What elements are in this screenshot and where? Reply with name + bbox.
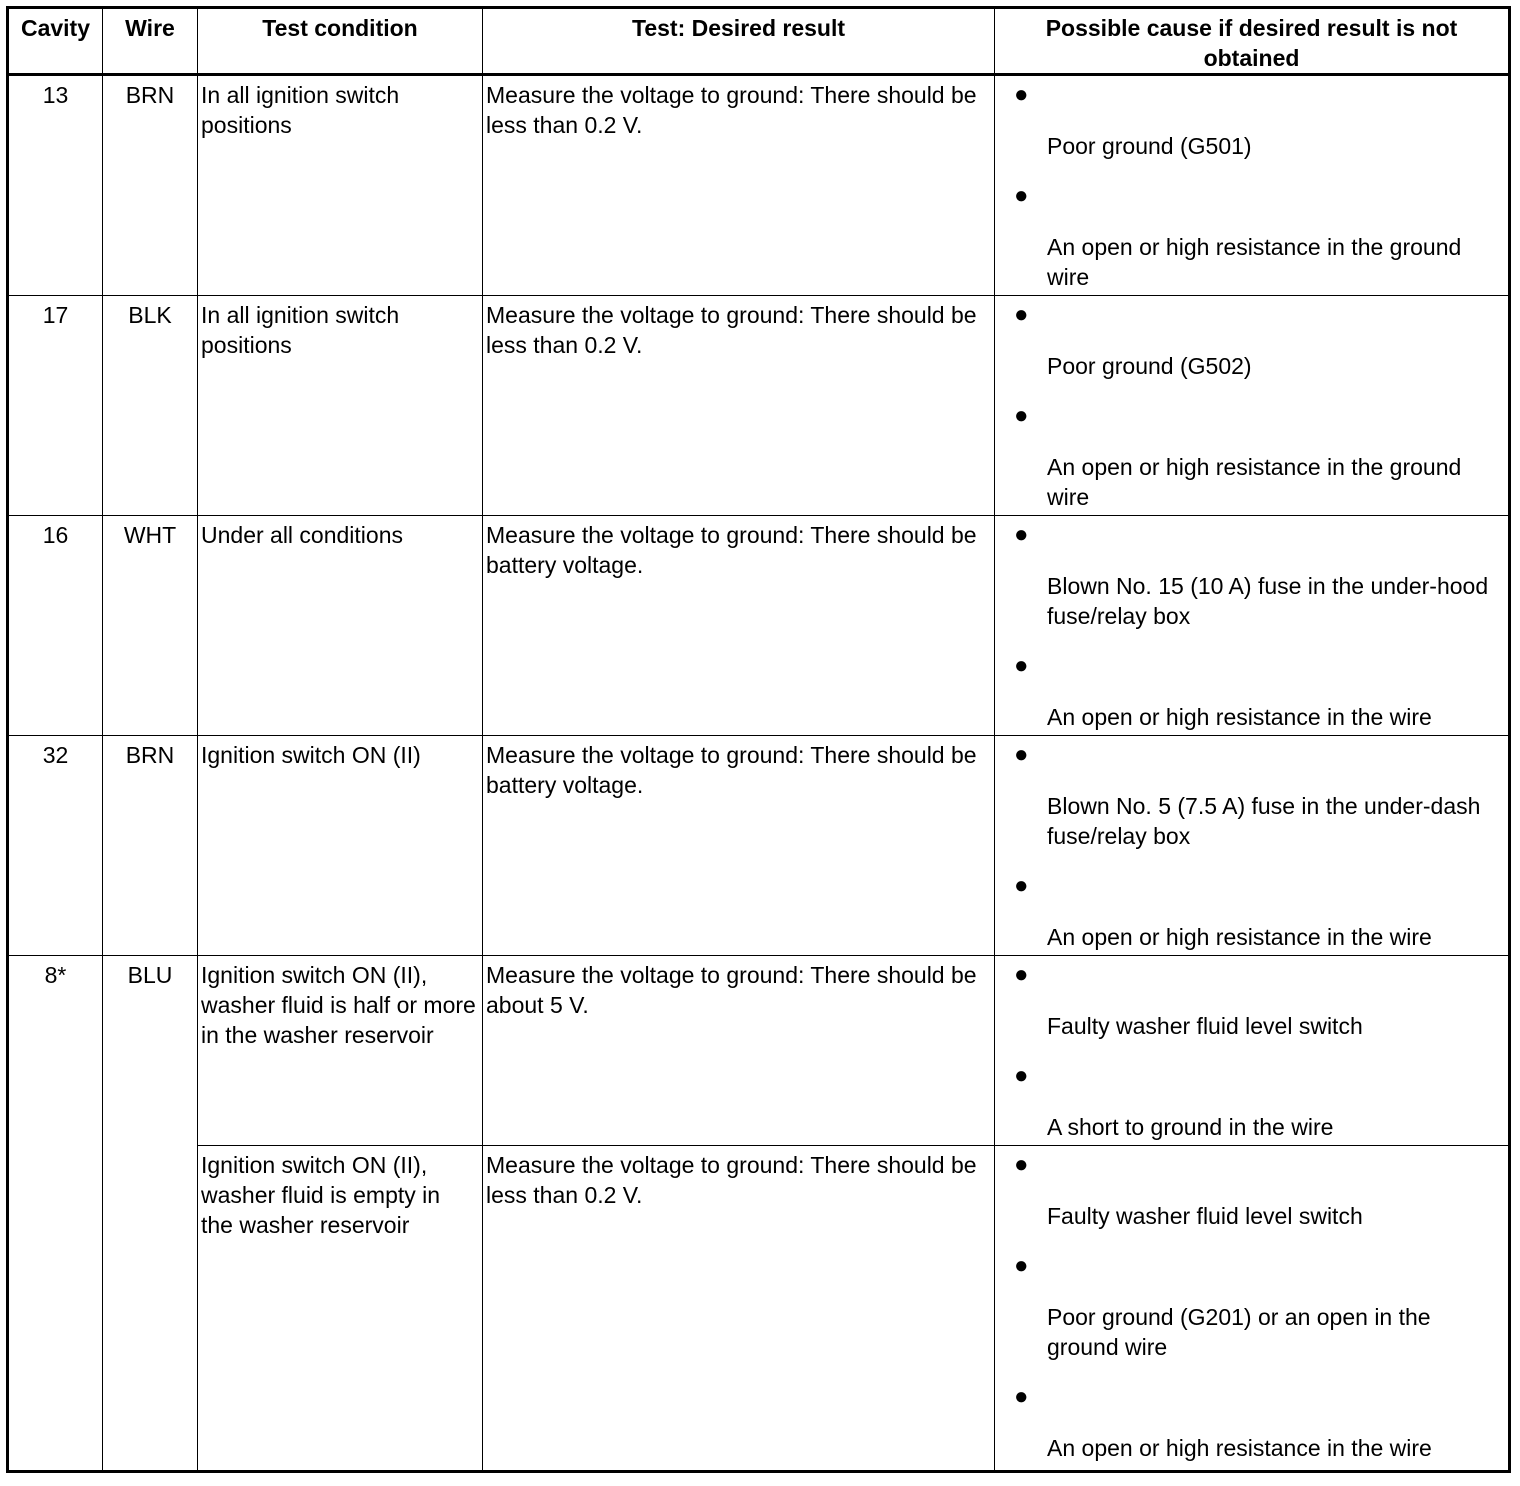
- cause-item: ● Poor ground (G502): [1014, 301, 1252, 379]
- wire-cell: BLK: [103, 296, 198, 516]
- cause-item: ● An open or high resistance in the ground wire: [1014, 182, 1462, 290]
- bullet-icon: ●: [1014, 521, 1029, 548]
- cause-item: ● Faulty washer fluid level switch: [1014, 961, 1363, 1039]
- causes-cell: [995, 296, 1510, 516]
- cause-item: ● Blown No. 15 (10 A) fuse in the under-hood fuse/relay box: [1014, 521, 1489, 629]
- cause-item: ● Poor ground (G201) or an open in the ground wire: [1014, 1252, 1431, 1360]
- bullet-icon: ●: [1014, 402, 1029, 429]
- cavity-cell: 13: [8, 75, 103, 296]
- cavity-cell: 8*: [8, 956, 103, 1472]
- condition-cell: In all ignition switch positions: [198, 75, 483, 296]
- result-cell: Measure the voltage to ground: There should be about 5 V.: [483, 956, 995, 1146]
- diagnostic-table: [6, 6, 1511, 1473]
- table-row: [8, 75, 1510, 296]
- bullet-icon: ●: [1014, 1151, 1029, 1178]
- header-row: [8, 8, 1510, 75]
- cause-item: ● An open or high resistance in the wire: [1014, 1383, 1432, 1461]
- cause-item: ● A short to ground in the wire: [1014, 1062, 1334, 1140]
- condition-cell: Under all conditions: [198, 516, 483, 736]
- table-row: [8, 1146, 1510, 1472]
- table-row: [8, 956, 1510, 1146]
- condition-cell: In all ignition switch positions: [198, 296, 483, 516]
- bullet-icon: ●: [1014, 1062, 1029, 1089]
- bullet-icon: ●: [1014, 741, 1029, 768]
- condition-cell: Ignition switch ON (II): [198, 736, 483, 956]
- wire-cell: BLU: [103, 956, 198, 1472]
- cause-item: ● Poor ground (G501): [1014, 81, 1252, 159]
- bullet-icon: ●: [1014, 1252, 1029, 1279]
- bullet-icon: ●: [1014, 182, 1029, 209]
- cavity-cell: 16: [8, 516, 103, 736]
- cause-item: ● Blown No. 5 (7.5 A) fuse in the under-dash fuse/relay box: [1014, 741, 1481, 849]
- cavity-cell: 32: [8, 736, 103, 956]
- bullet-icon: ●: [1014, 1383, 1029, 1410]
- wire-cell: BRN: [103, 75, 198, 296]
- header-test-condition: Test condition: [198, 8, 483, 75]
- table-row: [8, 736, 1510, 956]
- bullet-icon: ●: [1014, 872, 1029, 899]
- result-cell: Measure the voltage to ground: There should be less than 0.2 V.: [483, 75, 995, 296]
- header-cavity: Cavity: [8, 8, 103, 75]
- bullet-icon: ●: [1014, 652, 1029, 679]
- causes-cell: [995, 736, 1510, 956]
- table-row: [8, 296, 1510, 516]
- bullet-icon: ●: [1014, 301, 1029, 328]
- cavity-cell: 17: [8, 296, 103, 516]
- wire-cell: WHT: [103, 516, 198, 736]
- header-possible-cause: Possible cause if desired result is not obtained: [995, 8, 1510, 75]
- header-wire: Wire: [103, 8, 198, 75]
- condition-cell: Ignition switch ON (II), washer fluid is empty in the washer reservoir: [198, 1146, 483, 1472]
- cause-item: ● An open or high resistance in the wire: [1014, 872, 1432, 950]
- bullet-icon: ●: [1014, 961, 1029, 988]
- wire-cell: BRN: [103, 736, 198, 956]
- causes-cell: [995, 956, 1510, 1146]
- causes-cell: [995, 75, 1510, 296]
- header-desired-result: Test: Desired result: [483, 8, 995, 75]
- result-cell: Measure the voltage to ground: There should be less than 0.2 V.: [483, 296, 995, 516]
- result-cell: Measure the voltage to ground: There should be less than 0.2 V.: [483, 1146, 995, 1472]
- causes-cell: [995, 1146, 1510, 1472]
- result-cell: Measure the voltage to ground: There should be battery voltage.: [483, 736, 995, 956]
- condition-cell: Ignition switch ON (II), washer fluid is half or more in the washer reservoir: [198, 956, 483, 1146]
- cause-item: ● An open or high resistance in the ground wire: [1014, 402, 1462, 510]
- table-row: [8, 516, 1510, 736]
- result-cell: Measure the voltage to ground: There should be battery voltage.: [483, 516, 995, 736]
- cause-item: ● An open or high resistance in the wire: [1014, 652, 1432, 730]
- cause-item: ● Faulty washer fluid level switch: [1014, 1151, 1363, 1229]
- causes-cell: [995, 516, 1510, 736]
- bullet-icon: ●: [1014, 81, 1029, 108]
